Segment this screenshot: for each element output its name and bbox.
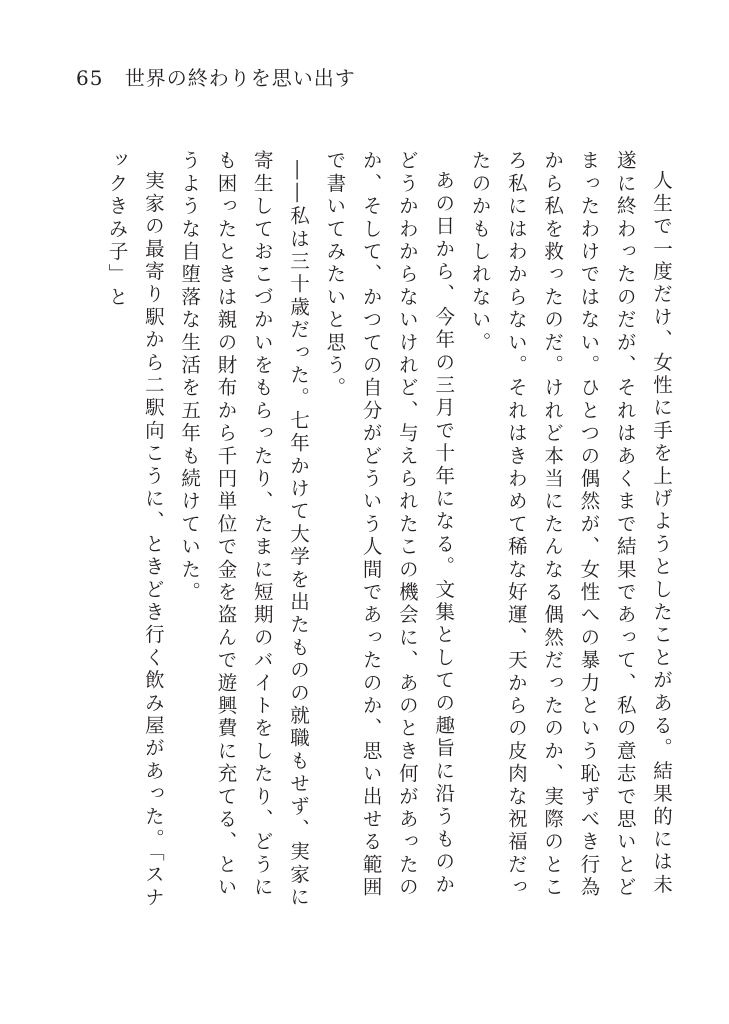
chapter-title: 世界の終わりを思い出す <box>124 66 356 90</box>
paragraph: 人生で一度だけ、女性に手を上げようとしたことがある。結果的には未遂に終わったのだが、それはあくまで結果であって、私の意志で思いとどまったわけではない。ひとつの偶然が、女性への暴力という恥ずべき行為から私を救ったのだ。けれど本当にたんなる偶然だったのか、実際のところ私にはわからない。それはきわめて稀な好運、天からの皮肉な祝福だったのかもしれない。 <box>468 150 673 900</box>
paragraph: 実家の最寄り駅から二駅向こうに、ときどき行く飲み屋があった。「スナックきみ子」と <box>105 150 165 909</box>
paragraph: あの日から、今年の三月で十年になる。文集としての趣旨に沿うものかどうかわからないけれど、与えられたこの機会に、あのとき何があったのか、そして、かつての自分がどういう人間であったのか、思い出せる範囲で書いてみたいと思う。 <box>323 150 456 900</box>
running-header <box>76 66 356 90</box>
paragraph: ――私は三十歳だった。七年かけて大学を出たものの就職もせず、実家に寄生しておこづかいをもらったり、たまに短期のバイトをしたり、どうにも困ったときは親の財布から千円単位で金を盗んで遊興費に充てる、というような自堕落な生活を五年も続けていた。 <box>178 150 311 909</box>
vertical-body-text <box>79 150 679 910</box>
page-number: 65 <box>76 66 104 90</box>
